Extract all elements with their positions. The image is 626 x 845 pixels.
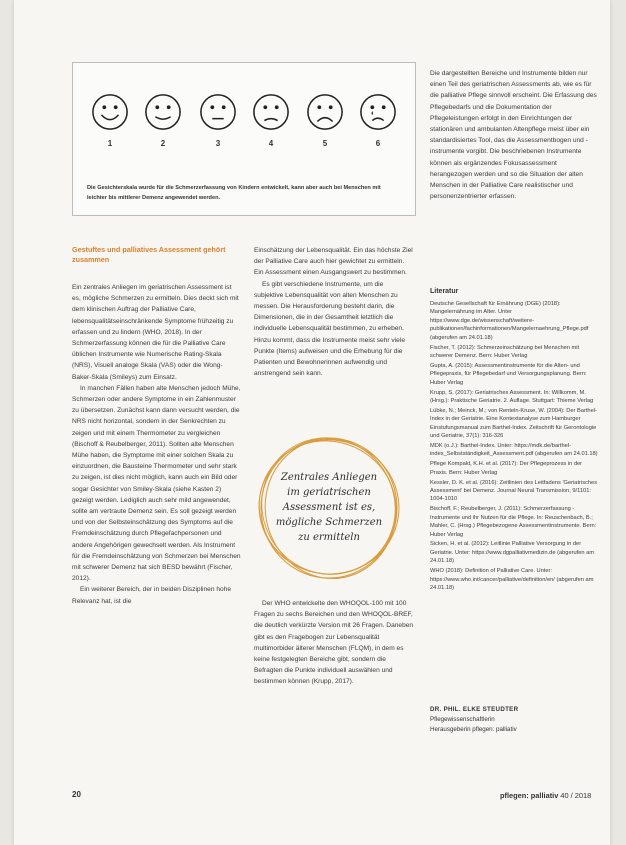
paragraph: Ein weiterer Bereich, der in beiden Disziplinen hohe Relevanz hat, ist die bbox=[72, 586, 232, 605]
face-5 bbox=[306, 93, 344, 148]
paragraph: Einschätzung der Lebensqualität. Ein das höchste Ziel der Palliative Care auch hier gewichtet zu ermitteln. Ein Assessment einen Ausgangswert zu bestimmen. bbox=[254, 247, 413, 277]
page-number: 20 bbox=[72, 790, 81, 799]
face-number: 6 bbox=[375, 139, 381, 148]
column-3 bbox=[430, 68, 600, 202]
column-2-bottom bbox=[254, 598, 414, 688]
face-3 bbox=[199, 93, 237, 148]
face-number: 1 bbox=[107, 139, 113, 148]
magazine-issue: 40 / 2018 bbox=[560, 791, 592, 800]
pull-quote-line: Zentrales Anliegen bbox=[280, 472, 378, 483]
literature-entry: WHO (2018): Definition of Palliative Care. Unter: https://www.who.int/cancer/palliative/definition/en/ (abgerufen am 24.01.18) bbox=[430, 568, 594, 591]
author-name: DR. PHIL. ELKE STEUDTER bbox=[430, 706, 519, 713]
literature-entry: Deutsche Gesellschaft für Ernährung (DGE) (2018): Mangelernährung im Alter. Unter https://www.dge.de/wissenschaft/weitere-publikationen/fachinformationen/Mangelernaehrung_Pflege.pdf (abgerufen am 24.01.18) bbox=[430, 301, 589, 341]
column-2-top bbox=[254, 245, 414, 379]
paragraph: Ein zentrales Anliegen im geriatrischen Assessment ist es, mögliche Schmerzen zu ermitteln. Dies deckt sich mit dem klinischen Auftrag der Palliative Care, lebensqualitätseinschränkende Symptome frühzeitig zu erfassen und zu lindern (WHO, 2018). In der Schmerzerfassung können die für die Palliative Care üblichen Instrumente wie Numerische Rating-Skala (NRS), Visuell analoge Skala (VAS) oder die Wong-Baker-Skala (Smileys) zum Einsatz. bbox=[72, 284, 239, 381]
literature-list bbox=[430, 300, 600, 594]
face-number: 4 bbox=[268, 139, 274, 148]
pull-quote-line: im geriatrischen bbox=[287, 487, 371, 498]
literature-entry: Sicken, H. et al. (2012): Leitlinie Palliative Versorgung in der Geriatrie. Unter: https://www.dgpalliativmedizin.de (abgerufen am 24.01.18) bbox=[430, 541, 595, 565]
crying-face-icon bbox=[359, 93, 397, 131]
pull-quote-callout bbox=[254, 432, 404, 584]
face-2 bbox=[144, 93, 182, 148]
paragraph: Die dargestellten Bereiche und Instrumente bilden nur einen Teil des geriatrischen Assessments ab, wie es für die palliative Pflege sinnvoll erscheint. Die Erfassung des Pflegebedarfs und die Dokumentation der Pflegeleistungen erfolgt in den Einrichtungen der stationären und ambulanten Altenpflege meist über ein standardisiertes Tool, das die Assessmentbogen und -instrumente vorgibt. Die beschriebenen Instrumente können als ergänzendes Fokusassessment herangezogen werden und so die Situation der alten Menschen in der Palliative Care realistischer und personenzentrierter erfassen. bbox=[430, 70, 597, 201]
face-number: 5 bbox=[322, 139, 328, 148]
face-4 bbox=[252, 93, 290, 148]
magazine-name: pflegen: palliativ bbox=[500, 791, 559, 800]
literature-entry: Pflege Kompakt, K.H. et al. (2017): Der Pflegeprozess in der Praxis. Bern: Huber Verlag bbox=[430, 461, 583, 476]
magazine-footer bbox=[500, 791, 591, 800]
neutral-face-icon bbox=[199, 93, 237, 131]
paragraph: Der WHO entwickelte den WHOQOL-100 mit 100 Fragen zu sechs Bereichen und den WHOQOL-BREF, die deutlich verkürzte Version mit 26 Fragen. Daneben gibt es den Fragebogen zur Lebensqualität multimorbider älterer Menschen (FLQM), in dem es keine festgelegten Bereiche gibt, sondern die Befragten die Punkte individuell auswählen und bestimmen können (Krupp, 2017). bbox=[254, 600, 414, 686]
figure-caption: Die Gesichterskala wurde für die Schmerzerfassung von Kindern entwickelt, kann aber auch bei Menschen mit leichter bis mittlerer Demenz angewendet werden. bbox=[87, 185, 381, 201]
magazine-page bbox=[14, 0, 610, 845]
slightly-sad-face-icon bbox=[252, 93, 290, 131]
author-role: Pflegewissenschaftlerin bbox=[430, 716, 495, 724]
pull-quote-text bbox=[272, 470, 386, 545]
face-1 bbox=[91, 93, 129, 148]
literature-entry: Krupp, S. (2017): Geriatrisches Assessment. In: Willkomm, M. (Hrsg.): Praktische Geriatrie. 2. Auflage. Stuttgart: Thieme Verlag bbox=[430, 389, 594, 404]
literature-entry: Bischoff, F.; Reubelberger, J. (2011): Schmerzerfassung - Instrumente und ihr Nutzen für die Pflege. In: Reuschenbach, B.; Mahler, C. (Hrsg.) Pflegebezogene Assessmentinstrumente. Bern: Huber Verlag bbox=[430, 506, 597, 538]
face-scale-figure bbox=[72, 62, 416, 216]
author-role: Herausgeberin pflegen: palliativ bbox=[430, 726, 517, 734]
literature-entry: MDK (o.J.): Barthel-Index. Unter: https://mdk.de/barthel-index_Selbstständigkeit_Assessment.pdf (abgerufen am 24.01.18) bbox=[430, 443, 598, 458]
face-number: 2 bbox=[160, 139, 166, 148]
literature-entry: Lübke, N.; Meinck, M.; von Renteln-Kruse, W. (2004): Der Barthel-Index in der Geriatrie. Eine Kontextanalyse zum Hamburger Einstufungsmanual zum Barthel-Index. Zeitschrift für Gerontologie und Geriatrie, 37(1): 316-326 bbox=[430, 407, 597, 440]
pull-quote-line: Assessment ist es, bbox=[282, 502, 376, 513]
section-heading: Gestuftes und palliatives Assessment gehört zusammen bbox=[72, 245, 226, 264]
paragraph: Es gibt verschiedene Instrumente, um die subjektive Lebensqualität von alten Menschen zu messen. Die Herausforderung besteht darin, die Dimensionen, die in der Gesamtheit letztlich die individuelle Lebensqualität bestimmen, zu erheben. Hinzu kommt, dass die Instrumente meist sehr viele Punkte (Items) aufweisen und die Erhebung für die Patienten und Bewohnerinnen aufwendig und anstrengend sein kann. bbox=[254, 280, 405, 378]
face-scale bbox=[91, 93, 397, 163]
sad-face-icon bbox=[306, 93, 344, 131]
literature-entry: Kessler, D. K. et al. (2016): Zeitlinien des Leitfadens 'Geriatrisches Assessment' bei Demenz. Journal Neural Transmission, 9/1101: 1004-1010 bbox=[430, 479, 598, 503]
very-happy-face-icon bbox=[91, 93, 129, 131]
literature-entry: Gupta, A. (2015): Assessmentinstrumente für die Alten- und Pflegepraxis, für Pflegebedarf und Versorgungsplanung. Bern: Huber Verlag bbox=[430, 362, 587, 386]
paragraph: In manchen Fällen haben alte Menschen jedoch Mühe, Schmerzen oder andere Symptome in ein Zahlenmuster zu übersetzen. Zunächst kann dann versucht werden, die NRS nicht horizontal, sondern in der Senkrechten zu zeigen und mit einem Thermometer zu vergleichen (Bischoff & Reubelberger, 2011). Sollten alte Menschen Mühe haben, die Symptome mit einer solchen Skala zu einzuordnen, die Bausteine Thermometer und sehr stark zu zeigen, ist dies nicht möglich, kann auch ein Bild oder sogar Gesichter von Smiley-Skala (siehe Kasten 2) gezeigt werden. Lediglich auch sehr mild angewendet, sollte am vertraute Demenz sein. Es soll gezeigt werden und von der Selbsteinschätzung des Symptoms auf die Fremdeinschätzung durch Pflegefachpersonen und andere Angehörigen gewechselt werden. Als Instrument für die Fremdeinschätzung von Schmerzen bei Menschen mit schwerer Demenz hat sich BESD bewährt (Fischer, 2012). bbox=[72, 384, 241, 583]
face-number: 3 bbox=[215, 139, 221, 148]
literature-entry: Fischer, T. (2012): Schmerzeinschätzung bei Menschen mit schwerer Demenz. Bern: Huber Verlag bbox=[430, 344, 580, 359]
pull-quote-line: mögliche Schmerzen bbox=[275, 517, 383, 528]
face-6 bbox=[359, 93, 397, 148]
column-1 bbox=[72, 282, 242, 607]
pull-quote-line: zu ermitteln bbox=[298, 532, 360, 543]
literature-heading: Literatur bbox=[430, 288, 459, 295]
happy-face-icon bbox=[144, 93, 182, 131]
author-box bbox=[430, 705, 600, 736]
